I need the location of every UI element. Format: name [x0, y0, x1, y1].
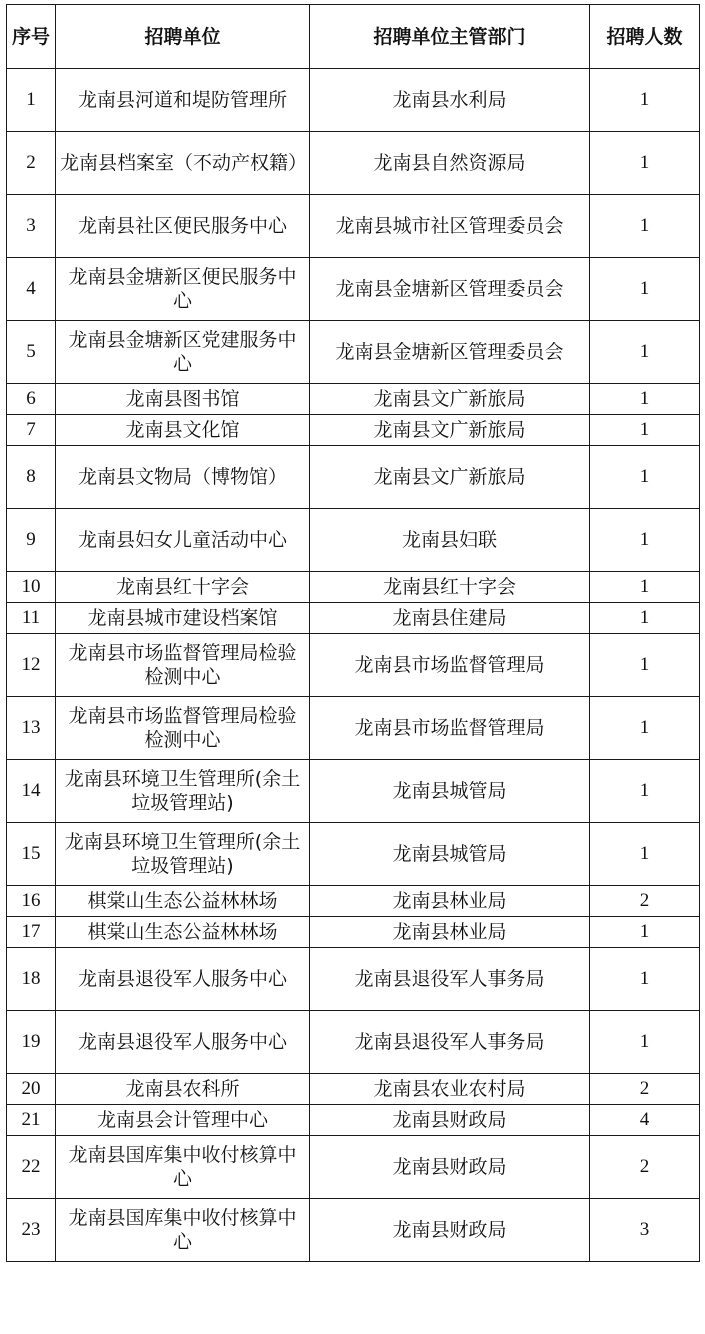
- cell-count: 1: [590, 258, 700, 321]
- cell-unit: 龙南县国库集中收付核算中心: [56, 1136, 310, 1199]
- table-header-row: [7, 5, 700, 69]
- cell-unit: 龙南县会计管理中心: [56, 1105, 310, 1136]
- cell-index: 7: [7, 415, 56, 446]
- cell-count: 1: [590, 321, 700, 384]
- cell-index: 12: [7, 634, 56, 697]
- cell-count: 1: [590, 634, 700, 697]
- cell-dept: 龙南县退役军人事务局: [310, 1011, 590, 1074]
- cell-unit: 龙南县妇女儿童活动中心: [56, 509, 310, 572]
- cell-unit: 龙南县社区便民服务中心: [56, 195, 310, 258]
- table-row: [7, 948, 700, 1011]
- cell-index: 21: [7, 1105, 56, 1136]
- cell-count: 1: [590, 948, 700, 1011]
- cell-index: 1: [7, 69, 56, 132]
- cell-dept: 龙南县妇联: [310, 509, 590, 572]
- table-row: [7, 195, 700, 258]
- cell-unit: 棋棠山生态公益林林场: [56, 886, 310, 917]
- cell-dept: 龙南县红十字会: [310, 572, 590, 603]
- cell-dept: 龙南县农业农村局: [310, 1074, 590, 1105]
- table-row: [7, 760, 700, 823]
- table-row: [7, 132, 700, 195]
- cell-index: 14: [7, 760, 56, 823]
- cell-index: 19: [7, 1011, 56, 1074]
- cell-count: 4: [590, 1105, 700, 1136]
- cell-unit: 龙南县退役军人服务中心: [56, 1011, 310, 1074]
- cell-unit: 龙南县金塘新区便民服务中心: [56, 258, 310, 321]
- cell-unit: 龙南县市场监督管理局检验检测中心: [56, 634, 310, 697]
- cell-count: 1: [590, 195, 700, 258]
- header-index: 序号: [7, 5, 56, 69]
- table-row: [7, 69, 700, 132]
- cell-index: 6: [7, 384, 56, 415]
- cell-dept: 龙南县退役军人事务局: [310, 948, 590, 1011]
- recruitment-table: [6, 4, 700, 1262]
- table-row: [7, 572, 700, 603]
- cell-index: 11: [7, 603, 56, 634]
- cell-index: 8: [7, 446, 56, 509]
- cell-count: 2: [590, 1136, 700, 1199]
- table-row: [7, 603, 700, 634]
- cell-dept: 龙南县财政局: [310, 1136, 590, 1199]
- header-count: 招聘人数: [590, 5, 700, 69]
- cell-count: 1: [590, 384, 700, 415]
- cell-dept: 龙南县自然资源局: [310, 132, 590, 195]
- cell-index: 10: [7, 572, 56, 603]
- cell-dept: 龙南县文广新旅局: [310, 446, 590, 509]
- cell-count: 1: [590, 1011, 700, 1074]
- cell-dept: 龙南县住建局: [310, 603, 590, 634]
- cell-unit: 龙南县市场监督管理局检验检测中心: [56, 697, 310, 760]
- cell-index: 17: [7, 917, 56, 948]
- cell-index: 2: [7, 132, 56, 195]
- cell-index: 9: [7, 509, 56, 572]
- cell-count: 3: [590, 1199, 700, 1262]
- cell-unit: 龙南县文化馆: [56, 415, 310, 446]
- cell-dept: 龙南县城管局: [310, 823, 590, 886]
- table-row: [7, 634, 700, 697]
- cell-dept: 龙南县市场监督管理局: [310, 697, 590, 760]
- cell-count: 1: [590, 917, 700, 948]
- table-row: [7, 384, 700, 415]
- table-row: [7, 509, 700, 572]
- cell-unit: 龙南县红十字会: [56, 572, 310, 603]
- cell-dept: 龙南县文广新旅局: [310, 384, 590, 415]
- cell-dept: 龙南县金塘新区管理委员会: [310, 321, 590, 384]
- table-row: [7, 258, 700, 321]
- table-row: [7, 1199, 700, 1262]
- cell-count: 1: [590, 446, 700, 509]
- cell-dept: 龙南县城市社区管理委员会: [310, 195, 590, 258]
- table-row: [7, 1074, 700, 1105]
- cell-index: 13: [7, 697, 56, 760]
- table-row: [7, 321, 700, 384]
- table-row: [7, 415, 700, 446]
- cell-dept: 龙南县财政局: [310, 1199, 590, 1262]
- cell-unit: 龙南县河道和堤防管理所: [56, 69, 310, 132]
- cell-unit: 龙南县城市建设档案馆: [56, 603, 310, 634]
- cell-unit: 龙南县文物局（博物馆）: [56, 446, 310, 509]
- cell-index: 15: [7, 823, 56, 886]
- cell-unit: 龙南县环境卫生管理所(余土垃圾管理站): [56, 823, 310, 886]
- cell-count: 1: [590, 69, 700, 132]
- cell-unit: 龙南县国库集中收付核算中心: [56, 1199, 310, 1262]
- table-row: [7, 1105, 700, 1136]
- cell-dept: 龙南县市场监督管理局: [310, 634, 590, 697]
- table-row: [7, 886, 700, 917]
- cell-dept: 龙南县林业局: [310, 886, 590, 917]
- cell-unit: 龙南县退役军人服务中心: [56, 948, 310, 1011]
- cell-count: 1: [590, 603, 700, 634]
- cell-unit: 龙南县环境卫生管理所(余土垃圾管理站): [56, 760, 310, 823]
- cell-dept: 龙南县水利局: [310, 69, 590, 132]
- cell-unit: 龙南县图书馆: [56, 384, 310, 415]
- cell-count: 1: [590, 509, 700, 572]
- cell-dept: 龙南县林业局: [310, 917, 590, 948]
- table-row: [7, 697, 700, 760]
- cell-count: 1: [590, 760, 700, 823]
- cell-unit: 龙南县档案室（不动产权籍）: [56, 132, 310, 195]
- cell-count: 1: [590, 415, 700, 446]
- cell-index: 22: [7, 1136, 56, 1199]
- cell-index: 16: [7, 886, 56, 917]
- table-row: [7, 446, 700, 509]
- table-row: [7, 1011, 700, 1074]
- cell-dept: 龙南县财政局: [310, 1105, 590, 1136]
- cell-unit: 龙南县农科所: [56, 1074, 310, 1105]
- header-dept: 招聘单位主管部门: [310, 5, 590, 69]
- cell-count: 1: [590, 823, 700, 886]
- table-row: [7, 1136, 700, 1199]
- cell-dept: 龙南县金塘新区管理委员会: [310, 258, 590, 321]
- cell-unit: 龙南县金塘新区党建服务中心: [56, 321, 310, 384]
- table-row: [7, 917, 700, 948]
- cell-unit: 棋棠山生态公益林林场: [56, 917, 310, 948]
- cell-index: 18: [7, 948, 56, 1011]
- cell-index: 4: [7, 258, 56, 321]
- cell-count: 1: [590, 697, 700, 760]
- cell-index: 5: [7, 321, 56, 384]
- cell-count: 2: [590, 1074, 700, 1105]
- cell-index: 3: [7, 195, 56, 258]
- cell-count: 2: [590, 886, 700, 917]
- table-row: [7, 823, 700, 886]
- cell-index: 23: [7, 1199, 56, 1262]
- header-unit: 招聘单位: [56, 5, 310, 69]
- cell-index: 20: [7, 1074, 56, 1105]
- cell-dept: 龙南县文广新旅局: [310, 415, 590, 446]
- cell-count: 1: [590, 132, 700, 195]
- cell-count: 1: [590, 572, 700, 603]
- cell-dept: 龙南县城管局: [310, 760, 590, 823]
